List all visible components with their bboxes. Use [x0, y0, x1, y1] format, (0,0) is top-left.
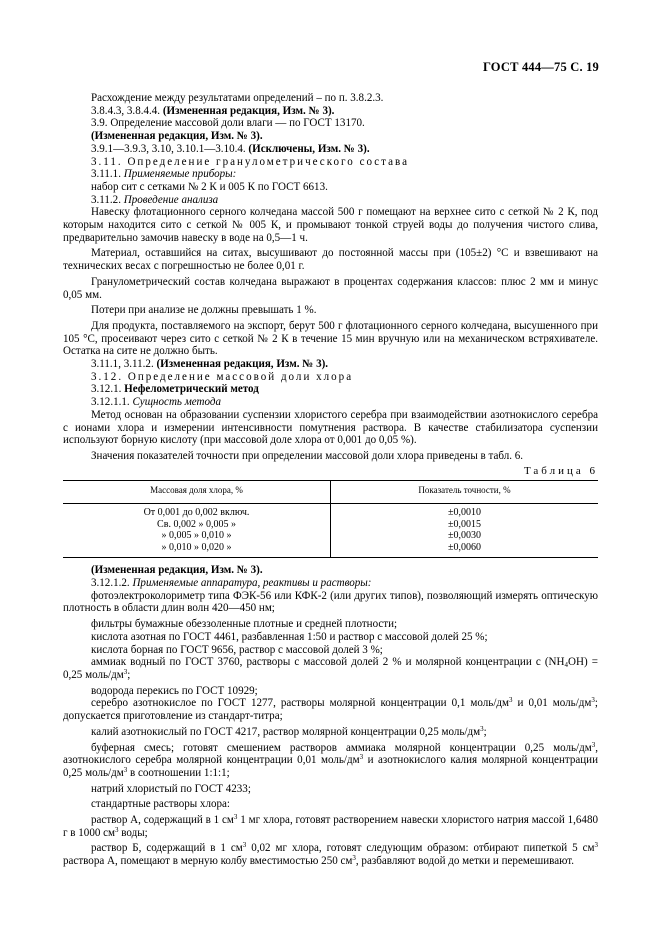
paragraph: буферная смесь; готовят смешением растворов аммиака молярной концентрации 0,25 моль/$дм^3$, азотнокислого серебра молярной концентрации 0,01 моль/$дм^3$ и азотнокислого калия молярной концентрации 0,25 моль/$дм^3$ в соотношении 1:1:1;	[63, 740, 598, 779]
table-header-cell: Массовая доля хлора, %	[63, 481, 331, 504]
paragraph: раствор А, содержащий в 1 $см^3$ 1 мг хлора, готовят растворением навески хлористого натрия массой 1,6480 г в 1000 $см^3$ воды;	[63, 813, 598, 839]
paragraph: кислота азотная по ГОСТ 4461, разбавленная 1:50 и раствор с массовой долей 25 %;	[91, 630, 488, 643]
subheading: Проведение анализа	[123, 193, 219, 206]
paragraph: фотоэлектроколориметр типа ФЭК-56 или КФК-2 (или других типов), позволяющий измерять оптическую плотность в области длин волн 420—450 нм;	[63, 589, 598, 615]
paragraph: Навеску флотационного серного колчедана массой 500 г помещают на верхнее сито с сеткой № 2 К, под которым находится сито с сеткой № 005 К, и промывают тонкой струей воды до получения чистого слива, предварительно замочив навеску в воде на 0,5—1 ч.	[63, 206, 598, 244]
paragraph	[63, 577, 598, 590]
table-cell: Св. 0,002 » 0,005 »	[63, 519, 331, 531]
table-cell: ±0,0015	[448, 518, 481, 530]
table-cell: ±0,0060	[448, 541, 481, 553]
amendment-note: (Измененная редакция, Изм. № 3).	[156, 358, 329, 371]
page-content	[63, 92, 598, 868]
table-row	[63, 530, 598, 542]
section-heading: 3.12. Определение массовой доли хлора	[91, 370, 354, 383]
amendment-note: (Измененная редакция, Изм. № 3).	[91, 130, 263, 143]
paragraph: серебро азотнокислое по ГОСТ 1277, растворы молярной концентрации 0,1 моль/$дм^3$ и 0,01 моль/$дм^3$; допускается приготовление из стандарт-титра;	[63, 696, 598, 723]
paragraph: кислота борная по ГОСТ 9656, раствор с массовой долей 3 %;	[91, 643, 383, 656]
section-heading: 3.11. Определение гранулометрического состава	[91, 155, 410, 168]
amendment-note: (Измененная редакция, Изм. № 3).	[162, 104, 335, 117]
paragraph: калий азотнокислый по ГОСТ 4217, раствор молярной концентрации 0,25 моль/$дм^3$;	[91, 724, 487, 738]
clause-number: 3.11.2.	[91, 193, 124, 206]
subheading: Сущность метода	[132, 396, 221, 409]
table-header-cell: Показатель точности, %	[331, 481, 599, 504]
table-cell: ±0,0030	[448, 530, 481, 542]
table-row	[63, 542, 598, 558]
table-row	[63, 519, 598, 531]
paragraph: Метод основан на образовании суспензии хлористого серебра при взаимодействии азотнокислого серебра с ионами хлора и измерении интенсивности помутнения раствора. В качестве стабилизатора суспензии используют борную кислоту (при массовой доле хлора от 0,001 до 0,05 %).	[63, 408, 598, 447]
paragraph	[63, 143, 598, 156]
table-row	[63, 503, 598, 518]
subheading: Применяемые приборы:	[123, 168, 237, 181]
paragraph: Материал, оставшийся на ситах, высушивают до постоянной массы при (105±2) °С и взвешивают на технических весах с погрешностью не более 0,01 г.	[63, 247, 598, 273]
paragraph: аммиак водный по ГОСТ 3760, растворы с массовой долей 2 % и молярной концентрации c $(NH_4OH) = 0,25$ моль/$дм^3$;	[63, 656, 598, 681]
paragraph: Потери при анализе не должны превышать 1 %.	[91, 304, 317, 317]
subheading: Применяемые аппаратура, реактивы и растворы:	[132, 577, 372, 590]
table-cell: От 0,001 до 0,002 включ.	[63, 503, 331, 518]
method-heading: Нефелометрический метод	[124, 383, 259, 396]
paragraph: 3.9. Определение массовой доли влаги — по ГОСТ 13170.	[91, 117, 365, 130]
table-cell: » 0,005 » 0,010 »	[63, 530, 331, 542]
paragraph	[63, 105, 598, 118]
paragraph	[63, 194, 598, 207]
paragraph: набор сит с сетками № 2 К и 005 К по ГОСТ 6613.	[91, 180, 328, 193]
table-cell: ±0,0010	[448, 506, 481, 518]
accuracy-table	[63, 480, 598, 558]
paragraph	[63, 358, 598, 371]
amendment-note: (Измененная редакция, Изм. № 3).	[91, 564, 263, 577]
amendment-note: (Исключены, Изм. № 3).	[248, 142, 370, 155]
clause-number: 3.8.4.3, 3.8.4.4.	[91, 104, 163, 117]
table-cell: » 0,010 » 0,020 »	[63, 542, 331, 558]
clause-number: 3.12.1.2.	[91, 577, 133, 590]
paragraph	[63, 396, 598, 409]
page-header: ГОСТ 444—75 С. 19	[482, 60, 599, 74]
clause-number: 3.12.1.	[91, 383, 125, 396]
paragraph: водорода перекись по ГОСТ 10929;	[91, 684, 258, 697]
paragraph	[63, 168, 598, 181]
table-caption: Таблица 6	[523, 464, 598, 477]
paragraph: стандартные растворы хлора:	[91, 798, 230, 811]
paragraph: Для продукта, поставляемого на экспорт, берут 500 г флотационного серного колчедана, высушенного при 105 °С, просеивают через сито с сеткой № 2 К в течение 15 мин вручную или на механическом встряхивателе. Остатка на сите не должно быть.	[63, 319, 598, 358]
clause-number: 3.11.1, 3.11.2.	[91, 358, 157, 371]
paragraph: Гранулометрический состав колчедана выражают в процентах содержания классов: плюс 2 мм и минус 0,05 мм.	[63, 275, 598, 301]
paragraph	[63, 383, 598, 396]
paragraph: фильтры бумажные обеззоленные плотные и средней плотности;	[91, 618, 398, 631]
paragraph: раствор Б, содержащий в 1 $см^3$ 0,02 мг хлора, готовят следующим образом: отбирают пипеткой 5 $см^3$ раствора А, помещают в мерную колбу вместимостью 250 $см^3$, разбавляют водой до метки и перемешивают.	[63, 841, 598, 868]
clause-number: 3.11.1.	[91, 168, 124, 181]
paragraph: натрий хлористый по ГОСТ 4233;	[91, 782, 251, 795]
clause-number: 3.9.1—3.9.3, 3.10, 3.10.1—3.10.4.	[91, 142, 249, 155]
clause-number: 3.12.1.1.	[91, 396, 133, 409]
paragraph: Расхождение между результатами определений – по п. 3.8.2.3.	[91, 92, 384, 104]
paragraph: Значения показателей точности при определении массовой доли хлора приведены в табл. 6.	[91, 449, 524, 462]
